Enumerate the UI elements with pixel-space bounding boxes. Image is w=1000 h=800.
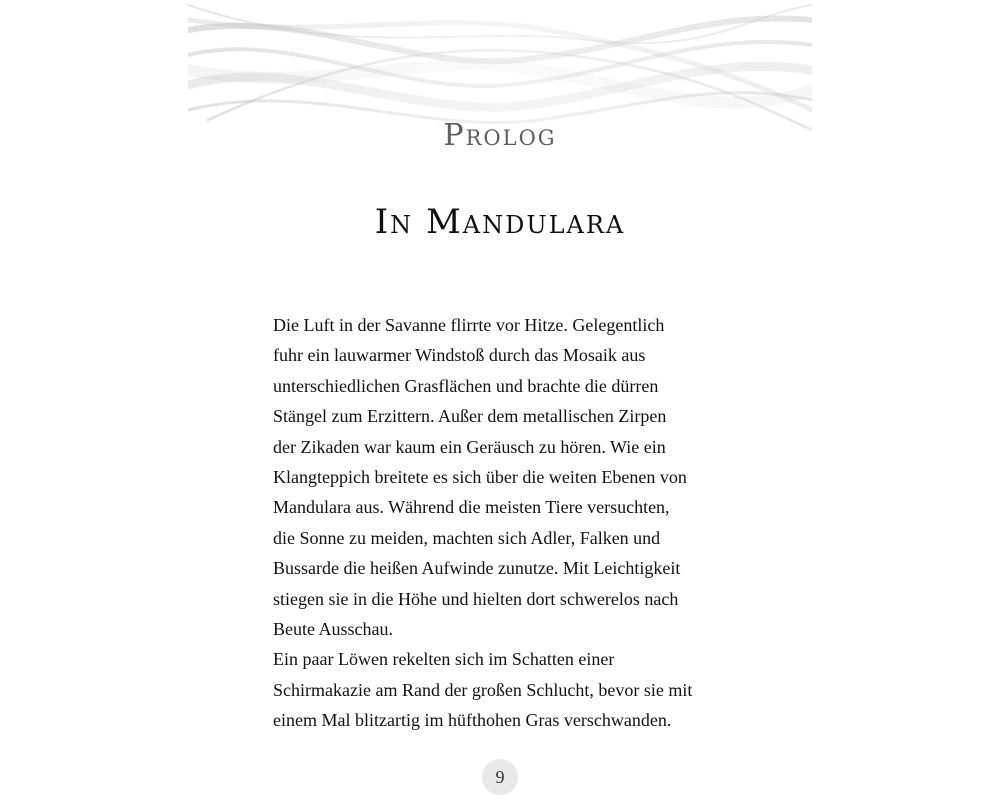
text-line: Schirmakazie am Rand der großen Schlucht, bevor sie mit <box>273 679 693 700</box>
text-line: stiegen sie in die Höhe und hielten dort schwerelos nach <box>273 588 679 609</box>
chapter-title: In Mandulara <box>374 202 626 242</box>
text-line: der Zikaden war kaum ein Geräusch zu hören. Wie ein <box>273 436 666 457</box>
body-text <box>273 310 733 736</box>
chapter-kicker: Prolog <box>443 118 557 153</box>
text-line: Die Luft in der Savanne flirrte vor Hitze. Gelegentlich <box>273 315 665 335</box>
text-line: Klangteppich breitete es sich über die weiten Ebenen von <box>273 467 687 488</box>
text-line: unterschiedlichen Grasflächen und brachte die dürren <box>273 375 659 396</box>
text-line: fuhr ein lauwarmer Windstoß durch das Mosaik aus <box>273 345 646 366</box>
page-number: 9 <box>482 759 518 795</box>
text-line: einem Mal blitzartig im hüfthohen Gras verschwanden. <box>273 710 672 731</box>
text-line: Bussarde die heißen Aufwinde zunutze. Mit Leichtigkeit <box>273 558 681 579</box>
text-line: die Sonne zu meiden, machten sich Adler, Falken und <box>273 527 661 548</box>
text-line: Ein paar Löwen rekelten sich im Schatten einer <box>273 649 615 670</box>
text-line: Mandulara aus. Während die meisten Tiere versuchten, <box>273 497 670 518</box>
text-line: Stängel zum Erzittern. Außer dem metallischen Zirpen <box>273 406 667 427</box>
text-line: Beute Ausschau. <box>273 619 393 640</box>
